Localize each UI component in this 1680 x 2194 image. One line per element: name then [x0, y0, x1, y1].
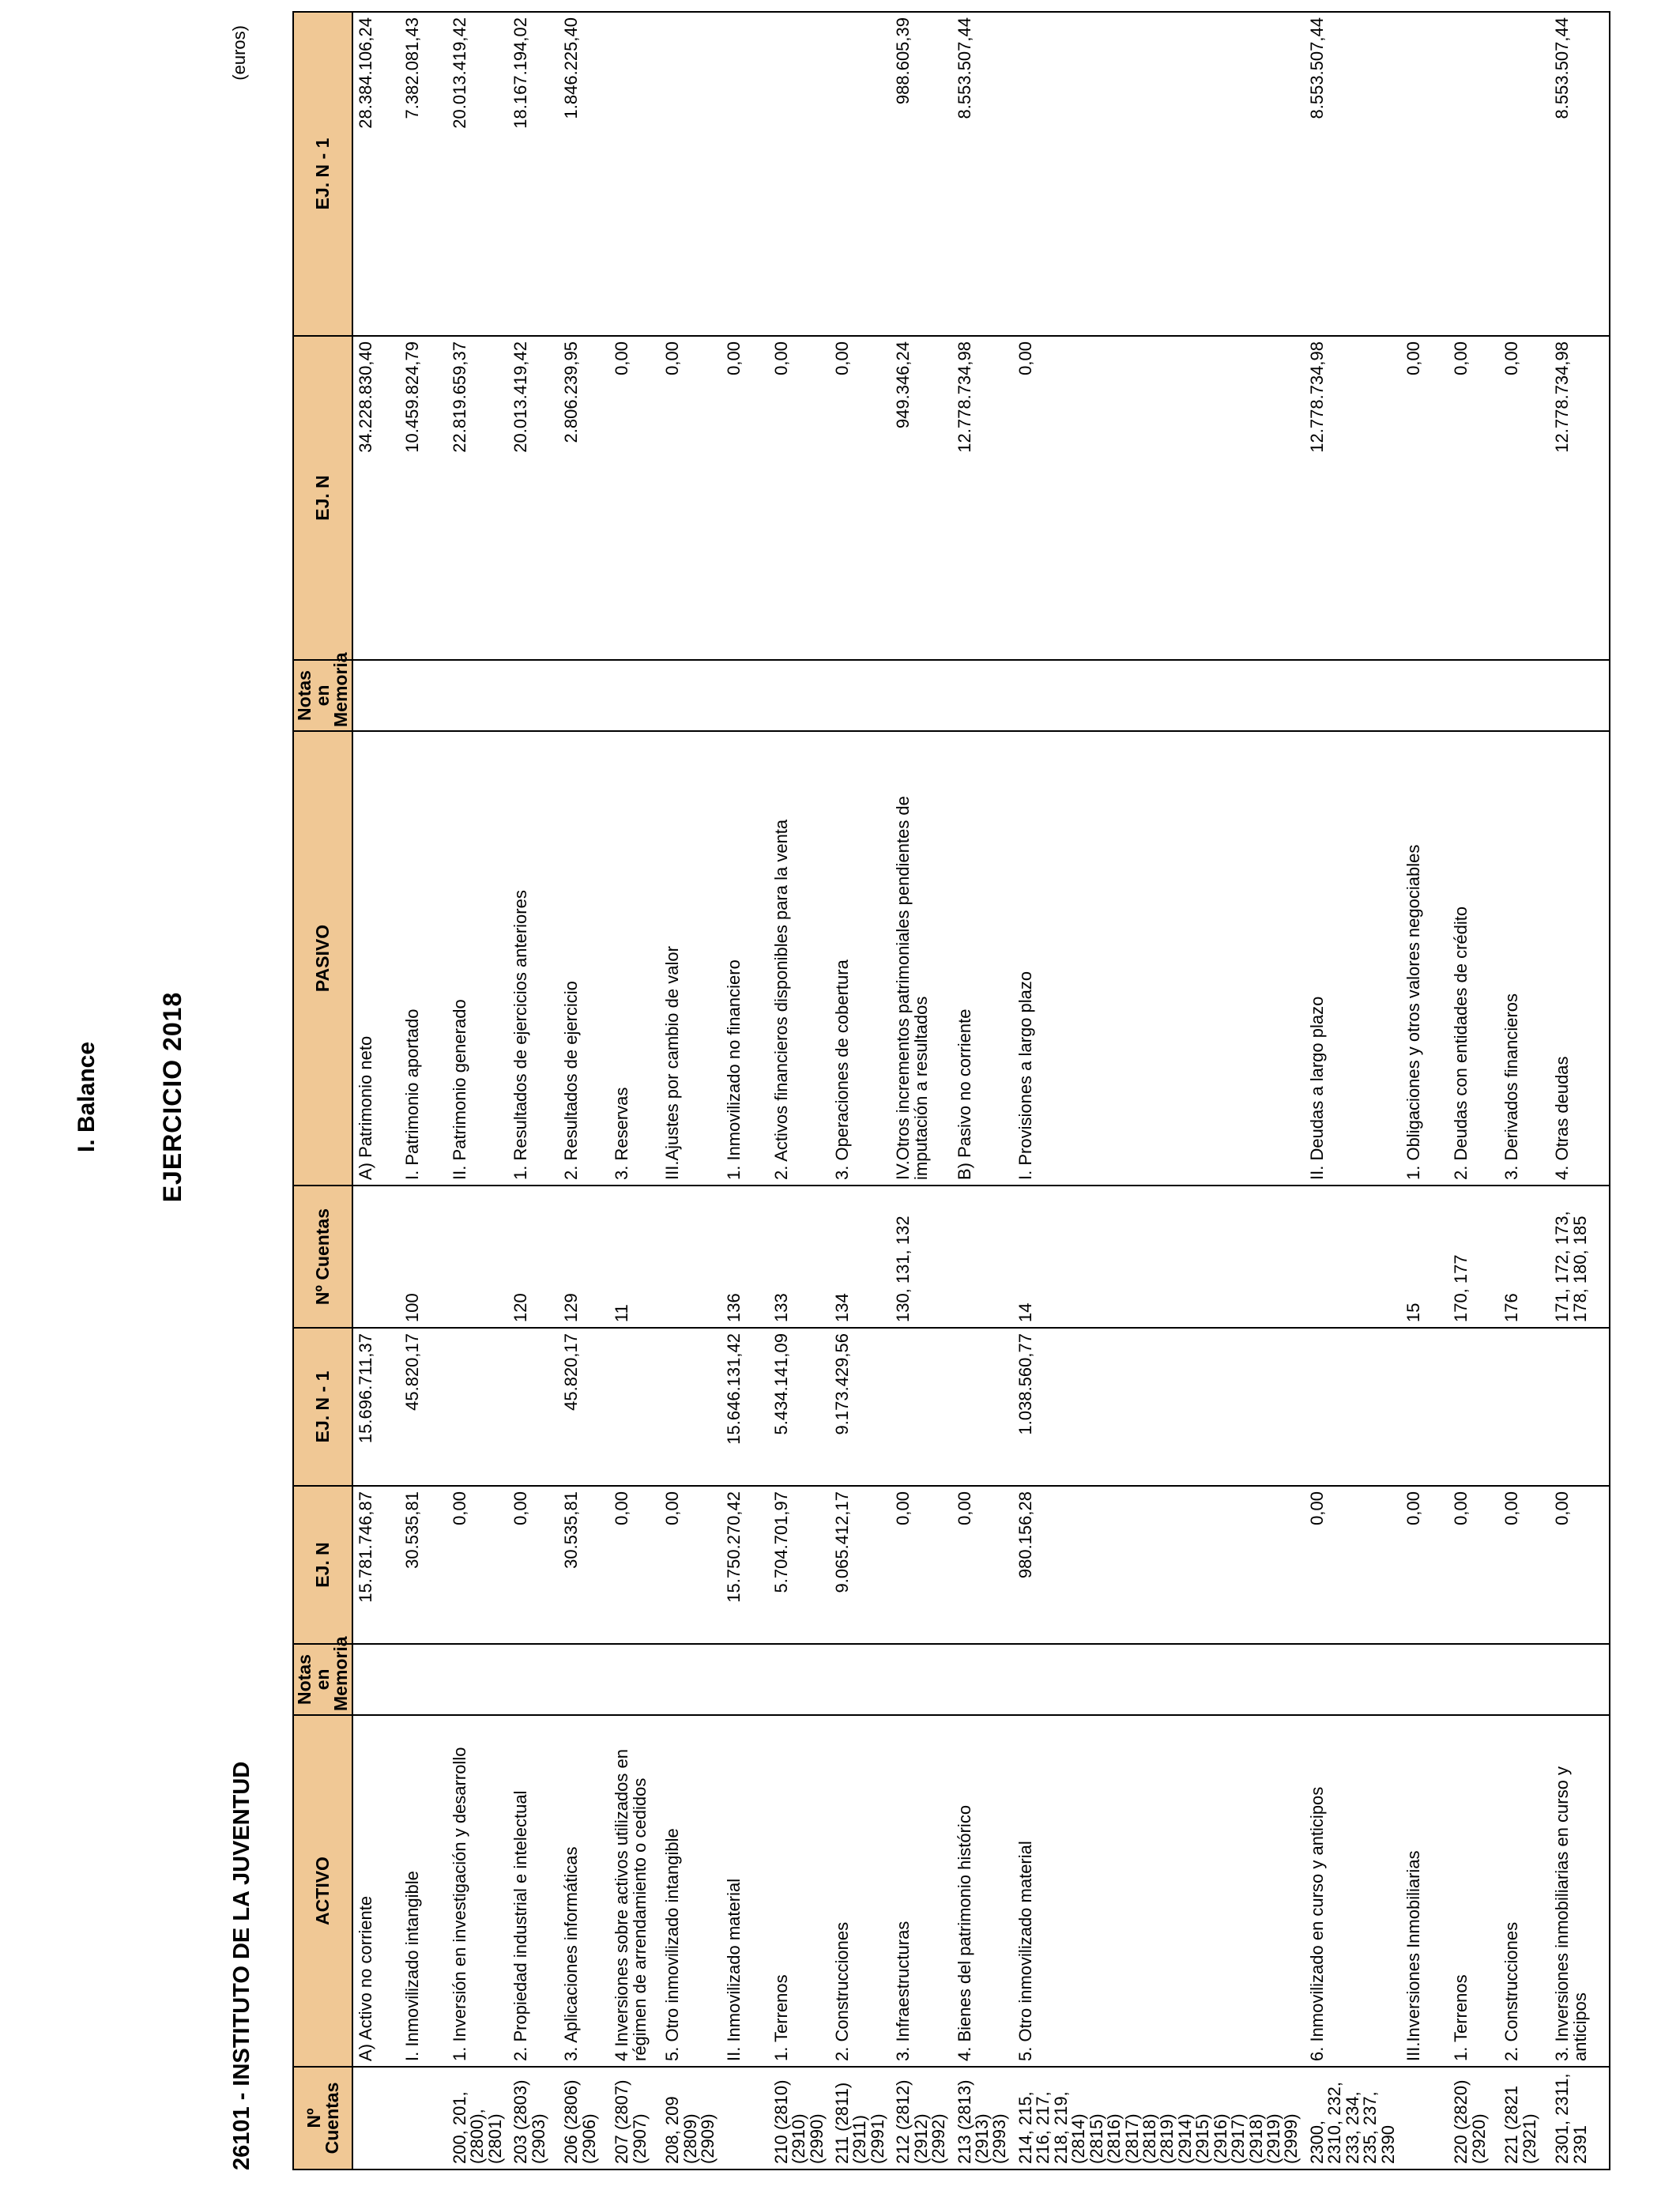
row-notes-assets [1448, 1644, 1499, 1715]
row-asset-year-n1: 15.646.131,42 [721, 1328, 769, 1486]
row-notes-liabilities [830, 660, 891, 731]
row-liability-year-n1: 988.605,39 [891, 12, 951, 336]
row-accounts-assets: 207 (2807) (2907) [609, 2067, 660, 2169]
row-liability-label: 1. Inmovilizado no financiero [721, 731, 769, 1186]
row-asset-year-n1: 5.434.141,09 [769, 1328, 830, 1486]
table-row [721, 12, 769, 2169]
row-accounts-assets [721, 2067, 769, 2169]
row-asset-year-n: 30.535,81 [400, 1486, 447, 1644]
row-liability-label: B) Pasivo no corriente [952, 731, 1013, 1186]
row-asset-year-n: 0,00 [447, 1486, 508, 1644]
row-notes-liabilities [1499, 660, 1550, 731]
row-accounts-assets: 214, 215, 216, 217, 218, 219, (2814) (2815) (2816) (2817) (2818) (2819) (2914) (2915) (2916) (2917) (2918) (2919) (2999) [1013, 2067, 1305, 2169]
table-row [352, 12, 400, 2169]
row-notes-liabilities [952, 660, 1013, 731]
row-asset-year-n1: 9.173.429,56 [830, 1328, 891, 1486]
table-row [1401, 12, 1448, 2169]
row-notes-assets [1401, 1644, 1448, 1715]
table-row [400, 12, 447, 2169]
row-accounts-liabilities: 14 [1013, 1186, 1305, 1328]
col-header-notes-assets: Notas en Memoria [293, 1644, 352, 1715]
row-notes-liabilities [1013, 660, 1305, 731]
row-liability-label: 3. Reservas [609, 731, 660, 1186]
row-liability-year-n: 0,00 [830, 336, 891, 660]
currency-units: (euros) [229, 25, 249, 81]
row-liability-year-n: 0,00 [1401, 336, 1448, 660]
row-liability-year-n1 [830, 12, 891, 336]
row-liability-year-n: 10.459.824,79 [400, 336, 447, 660]
row-notes-liabilities [1448, 660, 1499, 731]
row-liability-label: II. Patrimonio generado [447, 731, 508, 1186]
row-notes-liabilities [447, 660, 508, 731]
col-header-accounts-assets: Nº Cuentas [293, 2067, 352, 2169]
row-accounts-assets: 206 (2806) (2906) [559, 2067, 609, 2169]
row-asset-year-n1: 45.820,17 [559, 1328, 609, 1486]
row-notes-liabilities [721, 660, 769, 731]
col-header-year-n1-assets: EJ. N - 1 [293, 1328, 352, 1486]
row-accounts-assets [352, 2067, 400, 2169]
row-notes-assets [1013, 1644, 1305, 1715]
row-notes-liabilities [1550, 660, 1610, 731]
row-liability-label: II. Deudas a largo plazo [1305, 731, 1401, 1186]
row-notes-liabilities [559, 660, 609, 731]
row-notes-assets [660, 1644, 721, 1715]
row-accounts-liabilities: 129 [559, 1186, 609, 1328]
table-row [830, 12, 891, 2169]
row-notes-liabilities [660, 660, 721, 731]
row-accounts-assets: 211 (2811) (2911) (2991) [830, 2067, 891, 2169]
row-liability-year-n: 12.778.734,98 [1305, 336, 1401, 660]
row-accounts-liabilities: 170, 177 [1448, 1186, 1499, 1328]
row-accounts-liabilities [352, 1186, 400, 1328]
table-row [1305, 12, 1401, 2169]
row-asset-year-n: 15.781.746,87 [352, 1486, 400, 1644]
row-asset-year-n: 0,00 [609, 1486, 660, 1644]
col-header-year-n-liabilities: EJ. N [293, 336, 352, 660]
row-liability-label: I. Patrimonio aportado [400, 731, 447, 1186]
row-liability-year-n: 20.013.419,42 [508, 336, 559, 660]
row-liability-year-n: 12.778.734,98 [1550, 336, 1610, 660]
table-row [1550, 12, 1610, 2169]
row-liability-label: 4. Otras deudas [1550, 731, 1610, 1186]
row-liability-year-n1 [660, 12, 721, 336]
row-liability-label: A) Patrimonio neto [352, 731, 400, 1186]
row-notes-liabilities [891, 660, 951, 731]
row-asset-year-n: 0,00 [1401, 1486, 1448, 1644]
row-liability-year-n1 [769, 12, 830, 336]
row-accounts-liabilities: 171, 172, 173, 178, 180, 185 [1550, 1186, 1610, 1328]
table-row [447, 12, 508, 2169]
row-notes-liabilities [769, 660, 830, 731]
row-liability-year-n: 0,00 [609, 336, 660, 660]
row-liability-label: 3. Operaciones de cobertura [830, 731, 891, 1186]
row-accounts-liabilities: 133 [769, 1186, 830, 1328]
table-row [1448, 12, 1499, 2169]
row-liability-year-n: 22.819.659,37 [447, 336, 508, 660]
row-asset-year-n1 [609, 1328, 660, 1486]
row-accounts-assets [400, 2067, 447, 2169]
row-accounts-assets: 220 (2820) (2920) [1448, 2067, 1499, 2169]
row-asset-label: 4 Inversiones sobre activos utilizados en régimen de arrendamiento o cedidos [609, 1715, 660, 2067]
row-liability-year-n1: 1.846.225,40 [559, 12, 609, 336]
row-notes-liabilities [1305, 660, 1401, 731]
row-accounts-assets: 210 (2810) (2910) (2990) [769, 2067, 830, 2169]
row-asset-label: 5. Otro inmovilizado intangible [660, 1715, 721, 2067]
row-asset-label: 4. Bienes del patrimonio histórico [952, 1715, 1013, 2067]
row-asset-year-n1 [1305, 1328, 1401, 1486]
row-accounts-liabilities: 134 [830, 1186, 891, 1328]
row-asset-year-n1 [447, 1328, 508, 1486]
row-asset-year-n1 [508, 1328, 559, 1486]
col-header-year-n-assets: EJ. N [293, 1486, 352, 1644]
row-notes-assets [952, 1644, 1013, 1715]
table-row [609, 12, 660, 2169]
row-notes-assets [400, 1644, 447, 1715]
row-asset-label: 5. Otro inmovilizado material [1013, 1715, 1305, 2067]
row-asset-year-n: 0,00 [952, 1486, 1013, 1644]
row-liability-year-n1: 7.382.081,43 [400, 12, 447, 336]
row-liability-label: III.Ajustes por cambio de valor [660, 731, 721, 1186]
table-row [1013, 12, 1305, 2169]
col-header-assets: ACTIVO [293, 1715, 352, 2067]
table-row [660, 12, 721, 2169]
row-asset-label: I. Inmovilizado intangible [400, 1715, 447, 2067]
col-header-liabilities: PASIVO [293, 731, 352, 1186]
row-accounts-assets [1401, 2067, 1448, 2169]
row-asset-year-n1 [1499, 1328, 1550, 1486]
row-liability-year-n1 [609, 12, 660, 336]
row-accounts-liabilities: 15 [1401, 1186, 1448, 1328]
row-notes-assets [721, 1644, 769, 1715]
row-accounts-assets: 200, 201, (2800), (2801) [447, 2067, 508, 2169]
row-liability-year-n1: 8.553.507,44 [1305, 12, 1401, 336]
row-accounts-assets: 2301, 2311, 2391 [1550, 2067, 1610, 2169]
row-asset-label: 2. Construcciones [830, 1715, 891, 2067]
row-asset-year-n: 980.156,28 [1013, 1486, 1305, 1644]
row-asset-year-n1 [1401, 1328, 1448, 1486]
table-header-row [293, 12, 352, 2169]
row-asset-year-n: 0,00 [1448, 1486, 1499, 1644]
row-notes-assets [1499, 1644, 1550, 1715]
row-notes-assets [609, 1644, 660, 1715]
row-liability-label: 1. Resultados de ejercicios anteriores [508, 731, 559, 1186]
row-asset-year-n1 [1550, 1328, 1610, 1486]
row-liability-year-n1: 8.553.507,44 [1550, 12, 1610, 336]
table-row [891, 12, 951, 2169]
row-liability-year-n1 [1499, 12, 1550, 336]
row-notes-assets [559, 1644, 609, 1715]
row-notes-liabilities [400, 660, 447, 731]
row-asset-year-n: 0,00 [1305, 1486, 1401, 1644]
row-accounts-liabilities: 100 [400, 1186, 447, 1328]
row-asset-year-n: 30.535,81 [559, 1486, 609, 1644]
row-asset-label: 2. Construcciones [1499, 1715, 1550, 2067]
row-liability-year-n1 [721, 12, 769, 336]
row-asset-label: 1. Terrenos [769, 1715, 830, 2067]
row-liability-label: IV.Otros incrementos patrimoniales pendientes de imputación a resultados [891, 731, 951, 1186]
row-liability-label: 2. Resultados de ejercicio [559, 731, 609, 1186]
row-accounts-liabilities: 136 [721, 1186, 769, 1328]
row-notes-assets [352, 1644, 400, 1715]
table-row [508, 12, 559, 2169]
row-notes-assets [769, 1644, 830, 1715]
row-accounts-assets: 212 (2812) (2912) (2992) [891, 2067, 951, 2169]
row-liability-label: I. Provisiones a largo plazo [1013, 731, 1305, 1186]
row-accounts-assets: 213 (2813) (2913) (2993) [952, 2067, 1013, 2169]
row-notes-liabilities [1401, 660, 1448, 731]
row-asset-year-n: 0,00 [891, 1486, 951, 1644]
row-accounts-liabilities: 120 [508, 1186, 559, 1328]
row-accounts-liabilities [447, 1186, 508, 1328]
col-header-year-n1-liabilities: EJ. N - 1 [293, 12, 352, 336]
row-asset-label: 1. Inversión en investigación y desarrollo [447, 1715, 508, 2067]
row-asset-label: 2. Propiedad industrial e intelectual [508, 1715, 559, 2067]
row-accounts-liabilities: 176 [1499, 1186, 1550, 1328]
row-asset-label: 6. Inmovilizado en curso y anticipos [1305, 1715, 1401, 2067]
balance-table-body [352, 12, 1610, 2169]
row-notes-liabilities [609, 660, 660, 731]
row-accounts-liabilities: 11 [609, 1186, 660, 1328]
page-title: I. Balance [73, 1041, 100, 1153]
row-accounts-liabilities [1305, 1186, 1401, 1328]
balance-table [292, 11, 1610, 2170]
row-liability-year-n: 0,00 [660, 336, 721, 660]
row-liability-year-n: 0,00 [1448, 336, 1499, 660]
table-row [1499, 12, 1550, 2169]
row-asset-label: 3. Infraestructuras [891, 1715, 951, 2067]
row-liability-year-n: 0,00 [769, 336, 830, 660]
row-liability-year-n1: 18.167.194,02 [508, 12, 559, 336]
row-accounts-assets: 208, 209 (2809) (2909) [660, 2067, 721, 2169]
row-accounts-liabilities: 130, 131, 132 [891, 1186, 951, 1328]
row-liability-year-n: 2.806.239,95 [559, 336, 609, 660]
row-liability-label: 2. Activos financieros disponibles para la venta [769, 731, 830, 1186]
row-liability-year-n1: 8.553.507,44 [952, 12, 1013, 336]
table-row [559, 12, 609, 2169]
row-asset-year-n1: 1.038.560,77 [1013, 1328, 1305, 1486]
row-liability-label: 1. Obligaciones y otros valores negociables [1401, 731, 1448, 1186]
row-notes-assets [891, 1644, 951, 1715]
row-accounts-liabilities [660, 1186, 721, 1328]
row-liability-label: 2. Deudas con entidades de crédito [1448, 731, 1499, 1186]
row-asset-year-n: 15.750.270,42 [721, 1486, 769, 1644]
row-liability-year-n1: 20.013.419,42 [447, 12, 508, 336]
row-asset-label: 3. Aplicaciones informáticas [559, 1715, 609, 2067]
row-asset-year-n1 [952, 1328, 1013, 1486]
table-row [952, 12, 1013, 2169]
row-liability-year-n: 949.346,24 [891, 336, 951, 660]
row-asset-year-n1 [891, 1328, 951, 1486]
col-header-accounts-liabilities: Nº Cuentas [293, 1186, 352, 1328]
row-asset-year-n1 [1448, 1328, 1499, 1486]
row-asset-year-n: 0,00 [1550, 1486, 1610, 1644]
row-asset-label: III.Inversiones Inmobiliarias [1401, 1715, 1448, 2067]
col-header-notes-liabilities: Notas en Memoria [293, 660, 352, 731]
row-accounts-assets: 221 (2821 (2921) [1499, 2067, 1550, 2169]
row-liability-year-n: 0,00 [1013, 336, 1305, 660]
row-liability-year-n: 0,00 [721, 336, 769, 660]
row-accounts-assets: 2300, 2310, 232, 233, 234, 235, 237, 2390 [1305, 2067, 1401, 2169]
row-liability-year-n: 12.778.734,98 [952, 336, 1013, 660]
row-asset-year-n: 9.065.412,17 [830, 1486, 891, 1644]
row-liability-year-n: 34.228.830,40 [352, 336, 400, 660]
fiscal-year-title: EJERCICIO 2018 [158, 991, 186, 1203]
row-notes-assets [447, 1644, 508, 1715]
row-asset-year-n: 0,00 [508, 1486, 559, 1644]
row-asset-year-n1: 15.696.711,37 [352, 1328, 400, 1486]
row-liability-year-n1 [1013, 12, 1305, 336]
row-liability-year-n1 [1401, 12, 1448, 336]
row-asset-label: A) Activo no corriente [352, 1715, 400, 2067]
row-asset-year-n1: 45.820,17 [400, 1328, 447, 1486]
row-asset-label: II. Inmovilizado material [721, 1715, 769, 2067]
row-notes-assets [1550, 1644, 1610, 1715]
row-accounts-liabilities [952, 1186, 1013, 1328]
row-accounts-assets: 203 (2803) (2903) [508, 2067, 559, 2169]
row-notes-liabilities [352, 660, 400, 731]
row-notes-assets [1305, 1644, 1401, 1715]
row-asset-year-n: 0,00 [660, 1486, 721, 1644]
row-asset-label: 3. Inversiones inmobiliarias en curso y anticipos [1550, 1715, 1610, 2067]
row-asset-year-n: 0,00 [1499, 1486, 1550, 1644]
table-row [769, 12, 830, 2169]
row-liability-year-n1: 28.384.106,24 [352, 12, 400, 336]
row-asset-year-n: 5.704.701,97 [769, 1486, 830, 1644]
row-notes-assets [508, 1644, 559, 1715]
entity-name: 26101 - INSTITUTO DE LA JUVENTUD [229, 1761, 254, 2170]
row-liability-label: 3. Derivados financieros [1499, 731, 1550, 1186]
row-liability-year-n1 [1448, 12, 1499, 336]
row-asset-year-n1 [660, 1328, 721, 1486]
row-notes-liabilities [508, 660, 559, 731]
row-notes-assets [830, 1644, 891, 1715]
row-asset-label: 1. Terrenos [1448, 1715, 1499, 2067]
row-liability-year-n: 0,00 [1499, 336, 1550, 660]
